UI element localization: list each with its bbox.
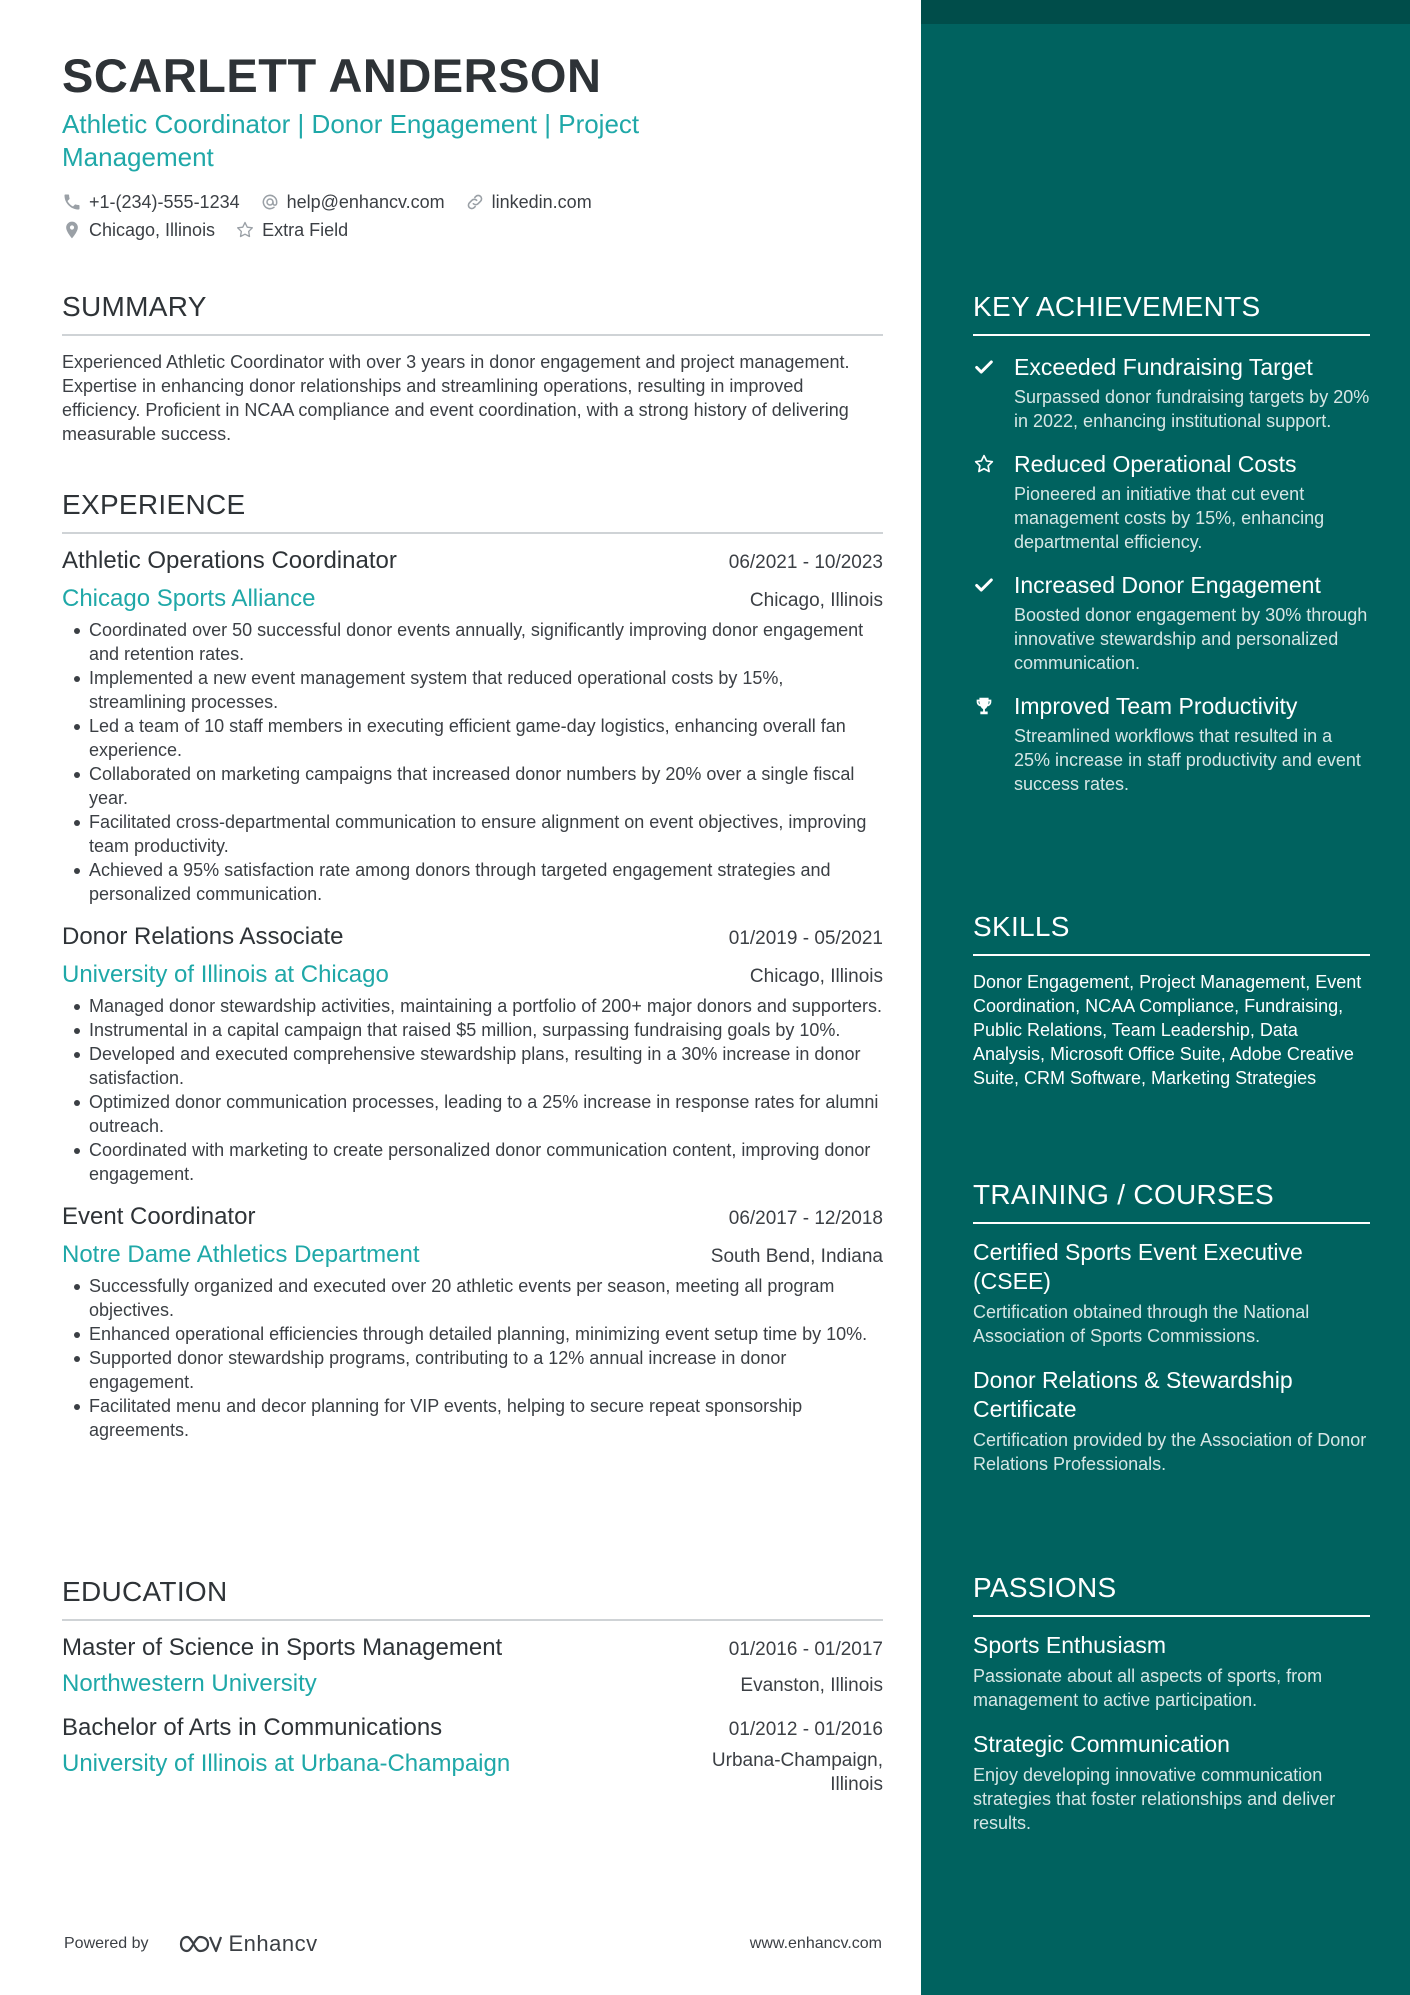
section-divider xyxy=(973,954,1370,956)
achievement-title: Increased Donor Engagement xyxy=(1014,572,1321,598)
contact-row-2 xyxy=(62,216,883,244)
course-description: Certification obtained through the National Association of Sports Commissions. xyxy=(973,1302,1310,1346)
course-item xyxy=(973,1366,1370,1476)
course-description: Certification provided by the Association of Donor Relations Professionals. xyxy=(973,1430,1367,1474)
achievement-title: Improved Team Productivity xyxy=(1014,693,1298,719)
candidate-name: SCARLETT ANDERSON xyxy=(62,49,602,102)
phone-icon xyxy=(62,192,82,212)
section-divider xyxy=(973,1615,1370,1617)
powered-by xyxy=(64,1931,318,1957)
achievement-description: Streamlined workflows that resulted in a 25% increase in staff productivity and event success rates. xyxy=(1014,726,1361,794)
list-item: Achieved a 95% satisfaction rate among donors through targeted engagement strategies and personalized communication. xyxy=(62,858,883,906)
job-entry xyxy=(62,1202,883,1442)
contact-row-1 xyxy=(62,188,883,216)
degree-title: Master of Science in Sports Management xyxy=(62,1634,503,1661)
footer xyxy=(64,1926,882,1962)
resume-header xyxy=(62,48,883,244)
link-icon xyxy=(465,192,485,212)
school-name: University of Illinois at Urbana-Champaign xyxy=(62,1750,511,1777)
passion-title: Sports Enthusiasm xyxy=(973,1632,1167,1658)
job-title: Event Coordinator xyxy=(62,1203,256,1230)
list-item: Facilitated menu and decor planning for VIP events, helping to secure repeat sponsorship agreements. xyxy=(62,1394,883,1442)
education-entry xyxy=(62,1633,883,1699)
section-divider xyxy=(973,1222,1370,1224)
contact-info xyxy=(62,188,883,244)
brand-logo[interactable] xyxy=(177,1931,318,1957)
job-company: University of Illinois at Chicago xyxy=(62,961,389,988)
star-outline-icon xyxy=(235,220,255,240)
job-bullets xyxy=(62,618,883,906)
education-title: EDUCATION xyxy=(62,1576,228,1607)
location-text: Chicago, Illinois xyxy=(89,219,216,240)
summary-section xyxy=(62,290,883,446)
list-item: Supported donor stewardship programs, contributing to a 12% annual increase in donor engagement. xyxy=(62,1346,883,1394)
job-entry xyxy=(62,922,883,1186)
course-item xyxy=(973,1238,1370,1348)
job-location: Chicago, Illinois xyxy=(749,590,883,611)
job-title: Donor Relations Associate xyxy=(62,923,344,950)
experience-title: EXPERIENCE xyxy=(62,489,246,520)
at-icon xyxy=(260,192,280,212)
powered-by-label: Powered by xyxy=(64,1935,149,1952)
course-title: Donor Relations & Stewardship Certificate xyxy=(973,1367,1293,1422)
course-title: Certified Sports Event Executive (CSEE) xyxy=(973,1239,1303,1294)
trophy-icon xyxy=(973,695,995,717)
school-location: Urbana-Champaign, Illinois xyxy=(711,1750,883,1795)
achievement-item xyxy=(973,691,1370,796)
passions-section xyxy=(973,1571,1370,1835)
summary-title: SUMMARY xyxy=(62,291,207,322)
list-item: Instrumental in a capital campaign that raised $5 million, surpassing fundraising goals by 10%. xyxy=(62,1018,883,1042)
training-section xyxy=(973,1178,1370,1476)
contact-email[interactable] xyxy=(260,192,445,213)
passions-title: PASSIONS xyxy=(973,1572,1117,1603)
job-location: Chicago, Illinois xyxy=(749,966,883,987)
contact-extra xyxy=(235,220,348,241)
website-link[interactable]: www.enhancv.com xyxy=(749,1935,882,1952)
education-section xyxy=(62,1575,883,1797)
job-bullets xyxy=(62,994,883,1186)
phone-text: +1-(234)-555-1234 xyxy=(89,191,240,212)
skills-section xyxy=(973,910,1370,1090)
job-company: Chicago Sports Alliance xyxy=(62,585,316,612)
passion-description: Enjoy developing innovative communication strategies that foster relationships and deliver results. xyxy=(973,1765,1336,1833)
star-icon xyxy=(973,453,995,475)
achievements-section xyxy=(973,290,1370,796)
school-name: Northwestern University xyxy=(62,1670,317,1697)
experience-section xyxy=(62,488,883,1442)
section-divider xyxy=(62,532,883,534)
summary-text: Experienced Athletic Coordinator with over 3 years in donor engagement and project management. Expertise in enhancing donor relationships and streamlining operations, resulting in improved efficiency. Proficient in NCAA compliance and event coordination, with a strong history of delivering measurable success. xyxy=(62,352,850,444)
passion-item xyxy=(973,1631,1370,1712)
extra-field-text: Extra Field xyxy=(262,219,349,240)
passion-item xyxy=(973,1730,1370,1835)
job-title: Athletic Operations Coordinator xyxy=(62,547,397,574)
check-icon xyxy=(973,574,995,596)
achievement-item xyxy=(973,352,1370,433)
list-item: Managed donor stewardship activities, maintaining a portfolio of 200+ major donors and supporters. xyxy=(62,994,883,1018)
section-divider xyxy=(973,334,1370,336)
list-item: Facilitated cross-departmental communication to ensure alignment on event objectives, improving team productivity. xyxy=(62,810,883,858)
list-item: Coordinated over 50 successful donor events annually, significantly improving donor engagement and retention rates. xyxy=(62,618,883,666)
job-entry xyxy=(62,546,883,906)
candidate-headline: Athletic Coordinator | Donor Engagement | Project Management xyxy=(62,109,640,172)
list-item: Coordinated with marketing to create personalized donor communication content, improving donor engagement. xyxy=(62,1138,883,1186)
job-dates: 06/2017 - 12/2018 xyxy=(728,1208,883,1229)
job-dates: 01/2019 - 05/2021 xyxy=(728,928,883,949)
email-text: help@enhancv.com xyxy=(286,191,445,212)
sidebar-top-band xyxy=(921,0,1410,24)
skills-title: SKILLS xyxy=(973,911,1070,942)
achievement-description: Pioneered an initiative that cut event management costs by 15%, enhancing departmental efficiency. xyxy=(1014,484,1325,552)
achievements-title: KEY ACHIEVEMENTS xyxy=(973,291,1261,322)
sidebar xyxy=(921,0,1410,1995)
list-item: Implemented a new event management system that reduced operational costs by 15%, streamlining processes. xyxy=(62,666,883,714)
brand-name: Enhancv xyxy=(228,1931,318,1956)
achievement-description: Surpassed donor fundraising targets by 20% in 2022, enhancing institutional support. xyxy=(1014,387,1370,431)
education-entry xyxy=(62,1713,883,1797)
list-item: Collaborated on marketing campaigns that increased donor numbers by 20% over a single fiscal year. xyxy=(62,762,883,810)
list-item: Led a team of 10 staff members in executing efficient game-day logistics, enhancing overall fan experience. xyxy=(62,714,883,762)
section-divider xyxy=(62,334,883,336)
contact-linkedin[interactable] xyxy=(465,192,592,213)
job-dates: 06/2021 - 10/2023 xyxy=(728,552,883,573)
achievement-title: Reduced Operational Costs xyxy=(1014,451,1297,477)
section-divider xyxy=(62,1619,883,1621)
location-pin-icon xyxy=(62,220,82,240)
list-item: Enhanced operational efficiencies through detailed planning, minimizing event setup time by 10%. xyxy=(62,1322,883,1346)
degree-title: Bachelor of Arts in Communications xyxy=(62,1714,443,1741)
education-dates: 01/2016 - 01/2017 xyxy=(728,1639,883,1660)
achievement-item xyxy=(973,449,1370,554)
list-item: Developed and executed comprehensive stewardship plans, resulting in a 30% increase in donor satisfaction. xyxy=(62,1042,883,1090)
passion-title: Strategic Communication xyxy=(973,1731,1230,1757)
achievement-title: Exceeded Fundraising Target xyxy=(1014,354,1313,380)
achievement-item xyxy=(973,570,1370,675)
training-title: TRAINING / COURSES xyxy=(973,1179,1274,1210)
school-location: Evanston, Illinois xyxy=(740,1675,883,1696)
passion-description: Passionate about all aspects of sports, from management to active participation. xyxy=(973,1666,1323,1710)
job-location: South Bend, Indiana xyxy=(710,1246,883,1267)
job-bullets xyxy=(62,1274,883,1442)
enhancv-logo-icon xyxy=(177,1932,223,1956)
linkedin-text: linkedin.com xyxy=(491,191,592,212)
list-item: Optimized donor communication processes, leading to a 25% increase in response rates for alumni outreach. xyxy=(62,1090,883,1138)
skills-list: Donor Engagement, Project Management, Event Coordination, NCAA Compliance, Fundraising, Public Relations, Team Leadership, Data Analysis, Microsoft Office Suite, Adobe Creative Suite, CRM Software, Marketing Strategies xyxy=(973,972,1362,1088)
education-dates: 01/2012 - 01/2016 xyxy=(728,1719,883,1740)
job-company: Notre Dame Athletics Department xyxy=(62,1241,420,1268)
list-item: Successfully organized and executed over 20 athletic events per season, meeting all program objectives. xyxy=(62,1274,883,1322)
contact-phone[interactable] xyxy=(62,192,240,213)
contact-location xyxy=(62,220,215,241)
achievement-description: Boosted donor engagement by 30% through innovative stewardship and personalized communication. xyxy=(1014,605,1368,673)
check-icon xyxy=(973,356,995,378)
